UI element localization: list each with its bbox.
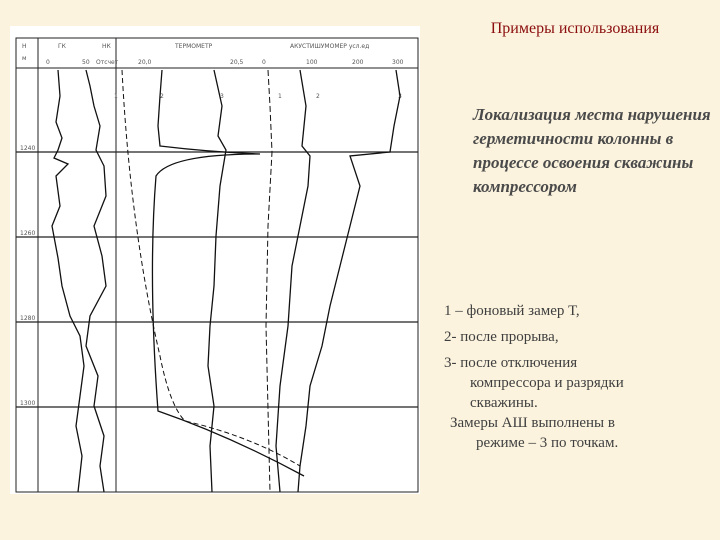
scale-tick: 200 xyxy=(352,59,364,66)
curve-label: 2 xyxy=(316,93,320,100)
legend-note-line-1: Замеры АШ выполнены в xyxy=(450,415,615,431)
legend-item-3 xyxy=(444,353,714,413)
legend-note xyxy=(450,413,714,453)
legend-item-2: 2- после прорыва, xyxy=(444,329,559,345)
acoustic-curve-2 xyxy=(276,70,310,492)
scale-tick: 0 xyxy=(262,59,266,66)
curve-label: 1 xyxy=(278,93,282,100)
scale-tick: 20,0 xyxy=(138,59,152,66)
legend-item-3-line-3: скважины. xyxy=(470,395,538,411)
gk-curve xyxy=(52,70,84,492)
well-log-plot xyxy=(10,26,420,494)
scale-tick: 50 xyxy=(82,59,90,66)
acoustic-header: АКУСТИШУМОМЕР усл.ед xyxy=(290,43,370,50)
scale-tick: 100 xyxy=(306,59,318,66)
slide-heading: Локализация места нарушения герметичности колонны в процессе освоения скважины компрессором xyxy=(473,105,711,196)
curve-label: 3 xyxy=(220,93,224,100)
slide-title: Примеры использования xyxy=(490,20,660,37)
scale-tick: Отсчет xyxy=(96,59,119,66)
curve-label: 2 xyxy=(160,93,164,100)
well-log-figure xyxy=(10,26,420,494)
depth-header-top: Н xyxy=(22,43,27,50)
scale-tick: 300 xyxy=(392,59,404,66)
acoustic-curve-3 xyxy=(298,70,400,492)
nk-curve xyxy=(86,70,106,492)
legend-item-1: 1 – фоновый замер Т, xyxy=(444,303,580,319)
depth-label: 1260 xyxy=(20,230,36,237)
acoustic-curve-1 xyxy=(266,70,272,492)
legend-note-line-2: режиме – 3 по точкам. xyxy=(476,435,619,451)
legend-item-3-line-1: 3- после отключения xyxy=(444,355,578,371)
nk-header: НК xyxy=(102,43,111,50)
scale-tick: 0 xyxy=(46,59,50,66)
temperature-curve-3 xyxy=(208,70,226,492)
legend xyxy=(444,301,714,453)
depth-header-bottom: м xyxy=(22,55,27,62)
depth-label: 1240 xyxy=(20,145,36,152)
legend-item-3-line-2: компрессора и разрядки xyxy=(470,375,624,391)
depth-label: 1280 xyxy=(20,315,36,322)
temperature-curve-2 xyxy=(152,70,304,476)
depth-label: 1300 xyxy=(20,400,36,407)
scale-tick: 20,5 xyxy=(230,59,244,66)
curve-label: 1 xyxy=(114,93,118,100)
thermometer-header: ТЕРМОМЕТР xyxy=(175,43,213,50)
gk-header: ГК xyxy=(58,43,66,50)
curve-label: 3 xyxy=(398,93,402,100)
